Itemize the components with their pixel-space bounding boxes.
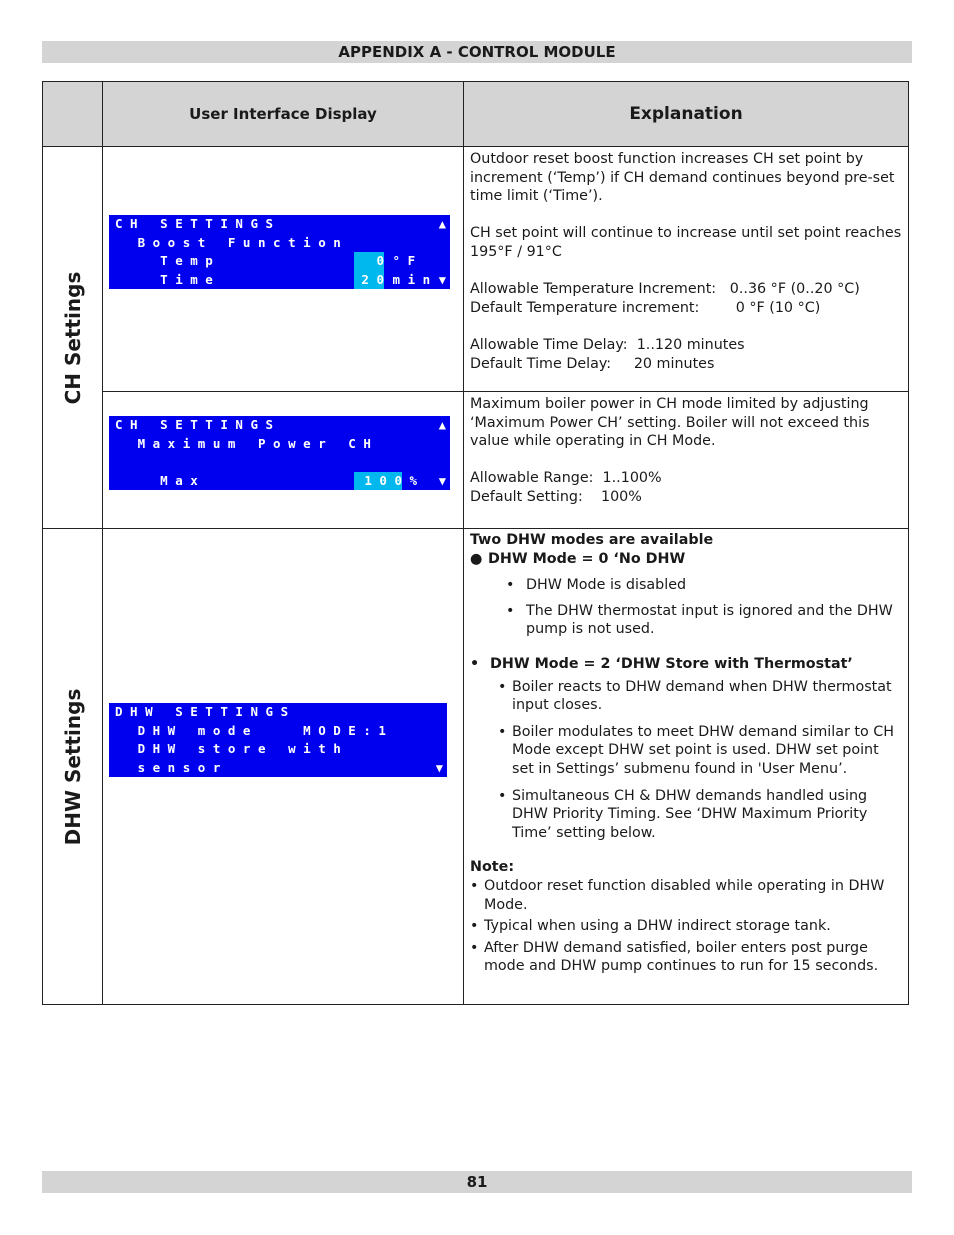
scroll-down-icon: ▼ [435, 760, 443, 775]
notes-list [470, 877, 902, 976]
list-item-text: Boiler modulates to meet DHW demand similar to CH Mode except DHW set point is used. DHW set point set in Settings’ submenu found in 'User Menu’. [512, 723, 895, 777]
bullet-icon: • [470, 877, 479, 894]
explanation-text: Default Temperature increment: 0 °F (10 °C) [470, 299, 821, 316]
lcd-line: M a x [115, 472, 198, 488]
time-value: 2 0 [354, 271, 384, 290]
dhw-display-cell [103, 529, 464, 1005]
ch-settings-cell [43, 147, 103, 529]
page-number: 81 [42, 1171, 912, 1193]
dhw-settings-cell [43, 529, 103, 1005]
list-item-text: Boiler reacts to DHW demand when DHW thermostat input closes. [512, 678, 892, 714]
table-row [43, 529, 909, 1005]
scroll-down-icon: ▼ [438, 272, 446, 287]
lcd-line: D H W S E T T I N G S [115, 704, 289, 719]
lcd-line: T e m p [115, 253, 213, 268]
bullet-icon: • [498, 678, 507, 695]
list-item-text: DHW Mode is disabled [526, 577, 687, 594]
dhw-explanation [464, 529, 909, 1005]
explanation-text: Allowable Range: 1..100% [470, 470, 662, 487]
list-item [470, 877, 902, 914]
list-item-text: Outdoor reset function disabled while operating in DHW Mode. [484, 877, 885, 913]
max-value: 1 0 0 [354, 472, 402, 491]
column-header-display: User Interface Display [103, 82, 464, 147]
list-item [470, 576, 902, 595]
lcd-line: C H S E T T I N G S [115, 216, 274, 231]
lcd-boost-function [109, 215, 450, 289]
ch-settings-label: CH Settings [60, 271, 85, 404]
header-blank [43, 82, 103, 147]
time-unit: m i n [385, 271, 431, 287]
explanation-text: Allowable Temperature Increment: 0..36 °F (0..20 °C) [470, 281, 860, 298]
temp-unit: ° F [385, 253, 416, 268]
table-row [43, 392, 909, 529]
dhw-settings-label: DHW Settings [60, 688, 85, 845]
list-item [470, 787, 902, 843]
max-unit: % [402, 472, 418, 488]
page-header: APPENDIX A - CONTROL MODULE [42, 41, 912, 63]
mode2-list [470, 678, 902, 843]
maxpower-explanation [464, 392, 909, 529]
lcd-line: C H S E T T I N G S [115, 417, 274, 432]
explanation-text: Maximum boiler power in CH mode limited by adjusting ‘Maximum Power CH’ setting. Boiler will not exceed this value while operating in CH Mode. [470, 396, 870, 450]
lcd-line: s e n s o r [115, 759, 221, 775]
lcd-line: M a x i m u m P o w e r C H [115, 435, 371, 451]
list-item-text: After DHW demand satisfied, boiler enters post purge mode and DHW pump continues to run for 15 seconds. [484, 939, 879, 975]
bullet-icon: • [506, 577, 515, 594]
mode0-label: DHW Mode = 0 ‘No DHW [488, 550, 686, 567]
boost-display-cell [103, 147, 464, 392]
table-row [43, 147, 909, 392]
scroll-up-icon: ▲ [438, 418, 446, 432]
explanation-heading: Two DHW modes are available [470, 532, 714, 548]
list-item [470, 917, 902, 936]
bullet-icon: • [498, 723, 507, 740]
table-header-row [43, 82, 909, 147]
lcd-line: D H W m o d e M O D E : 1 [115, 722, 386, 738]
maxpower-display-cell [103, 392, 464, 529]
settings-table [42, 81, 909, 1005]
mode2-label: DHW Mode = 2 ‘DHW Store with Thermostat’ [490, 655, 853, 672]
explanation-text: Default Setting: 100% [470, 488, 642, 505]
column-header-explanation: Explanation [464, 82, 909, 147]
temp-value: 0 [354, 252, 384, 271]
bullet-icon: • [506, 602, 515, 619]
scroll-down-icon: ▼ [438, 473, 446, 488]
lcd-line: T i m e [115, 271, 213, 287]
explanation-text: CH set point will continue to increase until set point reaches 195°F / 91°C [470, 225, 902, 260]
list-item [470, 939, 902, 976]
bullet-icon: • [470, 655, 480, 672]
bullet-icon: • [470, 918, 479, 935]
mode0-list [470, 576, 902, 639]
explanation-text: Outdoor reset boost function increases CH set point by increment (‘Temp’) if CH demand continues beyond pre-set time limit (‘Time’). [470, 151, 895, 205]
note-title: Note: [470, 859, 515, 876]
list-item-text: Typical when using a DHW indirect storage tank. [484, 918, 831, 935]
boost-explanation [464, 147, 909, 392]
mode2-heading [470, 655, 902, 674]
bullet-icon: • [470, 939, 479, 956]
scroll-up-icon: ▲ [438, 217, 446, 231]
list-item-text: Simultaneous CH & DHW demands handled using DHW Priority Timing. See ‘DHW Maximum Priority Time’ setting below. [512, 787, 868, 841]
list-item [470, 678, 902, 715]
explanation-text: Allowable Time Delay: 1..120 minutes [470, 336, 745, 353]
list-item [470, 723, 902, 779]
mode0-heading [470, 550, 902, 569]
lcd-dhw-settings [109, 703, 447, 777]
lcd-maximum-power [109, 416, 450, 490]
list-item-text: The DHW thermostat input is ignored and the DHW pump is not used. [526, 602, 893, 638]
list-item [470, 602, 902, 639]
bullet-icon: ● [470, 550, 483, 567]
explanation-text: Default Time Delay: 20 minutes [470, 355, 715, 372]
bullet-icon: • [498, 787, 507, 804]
lcd-line: B o o s t F u n c t i o n [115, 234, 341, 250]
lcd-line: D H W s t o r e w i t h [115, 741, 341, 756]
